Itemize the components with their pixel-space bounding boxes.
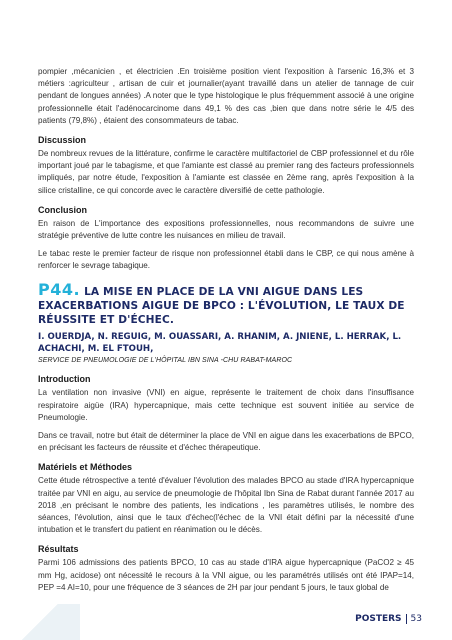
poster-title-text: LA MISE EN PLACE DE LA VNI AIGUE DANS LES EXACERBATIONS AIGUE DE BPCO : L'ÉVOLUTION, LE TAUX DE RÉUSSITE ET D'ÉCHEC. — [38, 285, 405, 327]
poster-number: P44. — [38, 279, 81, 299]
page-number: 53 — [410, 614, 422, 624]
poster-authors: I. OUERDJA, N. REGUIG, M. OUASSARI, A. RHANIM, A. JNIENE, L. HERRAK, L. ACHACHI, M. EL FTOUH, — [38, 331, 402, 354]
article-body — [38, 66, 414, 600]
footer-section-label: POSTERS — [355, 614, 402, 624]
results-paragraph: Parmi 106 admissions des patients BPCO, 10 cas au stade d'IRA aigue hypercapnique (PaCO2 ≥ 45 mm Hg, acidose) ont nécessité le recours à la VNI aigue, ou les paramétrés utilisés ont été IPAP=14, PEP =4 AI=10, pour une fréquence de 3 séances de 2H par jour pendant 5 jours, le taux global de — [38, 558, 414, 592]
introduction-paragraph-1: La ventilation non invasive (VNI) en aigue, représente le traitement de choix dans l'insuffisance respiratoire aigüe (IRA) hypercapnique, mais cette technique est souvent initiée au service de Pneumologie. — [38, 388, 414, 422]
results-heading: Résultats — [38, 544, 79, 555]
methods-heading: Matériels et Méthodes — [38, 462, 133, 473]
poster-title — [38, 279, 414, 328]
footer-divider — [406, 614, 407, 624]
page-corner-decoration — [0, 604, 80, 640]
discussion-paragraph: De nombreux revues de la littérature, confirme le caractère multifactoriel de CBP professionnel et du rôle important joué par le tabagisme, et que l'amiante est classé au premier rang des facteurs professionnels impliqués, par notre étude, l'exposition à l'amiante est classée en 2ème rang, après l'exposition à la silice cristalline, ce qui concorde avec le caractère diversifié de cette pathologie. — [38, 149, 414, 195]
conclusion-paragraph-1: En raison de L'importance des expositions professionnelles, nous recommandons de suivre une stratégie préventive de lutte contre les nuisances en milieu de travail. — [38, 218, 414, 241]
introduction-heading: Introduction — [38, 374, 91, 385]
methods-paragraph: Cette étude rétrospective a tenté d'évaluer l'évolution des malades BPCO au stade d'IRA hypercapnique traitée par VNI en aigu, au service de pneumologie de l'hôpital Ibn Sina de Rabat durant l'année 2017 au 2018 ,en précisant le nombre des patients, les indications , les paramètres utilisés, le nombre des séances, l'évolution, ainsi que le taux d'échec(l'échec de la VNI était défini par la nécessité d'une intubation et le transfert du patient en réanimation ou le décès. — [38, 476, 414, 535]
conclusion-heading: Conclusion — [38, 204, 87, 215]
discussion-heading: Discussion — [38, 135, 87, 146]
page-footer — [355, 614, 422, 624]
conclusion-paragraph-2: Le tabac reste le premier facteur de risque non professionnel établi dans le CBP, ce qui nous amène à renforcer le sevrage tabagique. — [38, 249, 414, 271]
poster-affiliation: SERVICE DE PNEUMOLOGIE DE L'HÔPITAL IBN SINA -CHU RABAT-MAROC — [38, 357, 293, 365]
intro-paragraph: pompier ,mécanicien , et électricien .En troisième position vient l'exposition à l'arsenic 16,3% et 3 métiers :agriculteur , artisan de cuir et journalier(ayant travaillé dans un atelier de tannage de cuir pendant de longues années) .A noter que le type histologique le plus fréquemment associé à une origine professionnelle était l'adénocarcinome dans 49,1 % des cas ,bien que dans notre série le 4/5 des patients (79,8%) , étaient des consommateurs de tabac. — [38, 67, 414, 125]
introduction-paragraph-2: Dans ce travail, notre but était de déterminer la place de VNI en aigue dans les exacerbations de BPCO, en précisant les facteurs de réussite et d'échec thérapeutique. — [38, 431, 414, 453]
